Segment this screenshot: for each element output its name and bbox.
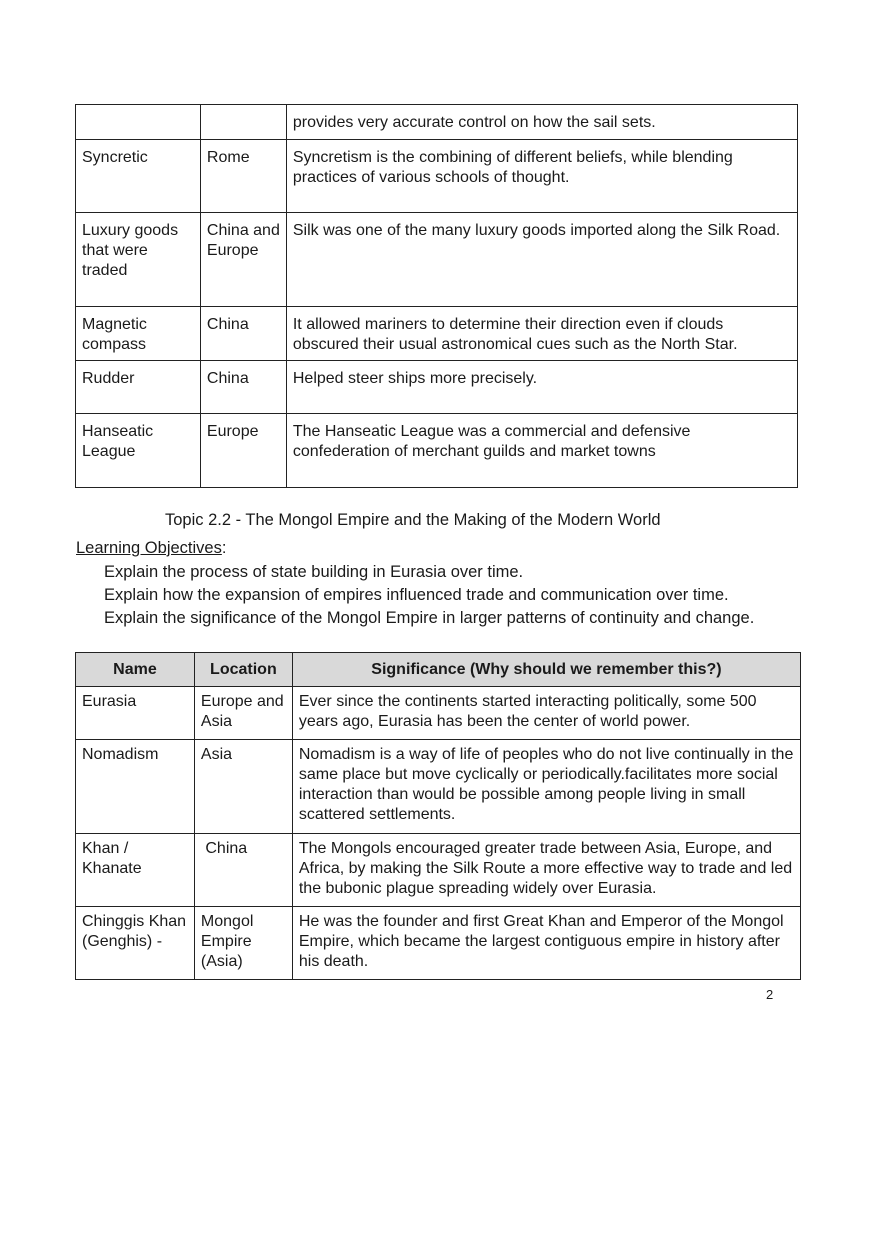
term-cell: Eurasia xyxy=(76,687,195,740)
significance-cell: provides very accurate control on how the sail sets. xyxy=(286,105,797,140)
significance-cell: The Hanseatic League was a commercial and defensive confederation of merchant guilds and market towns xyxy=(286,414,797,488)
header-significance: Significance (Why should we remember this?) xyxy=(292,653,800,687)
significance-cell: He was the founder and first Great Khan and Emperor of the Mongol Empire, which became the largest contiguous empire in history after his death. xyxy=(292,907,800,980)
topic-title: Topic 2.2 - The Mongol Empire and the Making of the Modern World xyxy=(165,511,661,529)
table-row xyxy=(76,361,798,414)
table-row xyxy=(76,907,801,980)
significance-cell: Silk was one of the many luxury goods imported along the Silk Road. xyxy=(286,213,797,307)
term-cell xyxy=(76,105,201,140)
trade-terms-table xyxy=(75,104,798,488)
header-name: Name xyxy=(76,653,195,687)
location-cell: Europe and Asia xyxy=(194,687,292,740)
location-cell: Asia xyxy=(194,740,292,834)
learning-objectives-heading xyxy=(76,538,226,558)
location-cell: China xyxy=(200,361,286,414)
learning-objectives-colon: : xyxy=(221,539,227,557)
learning-objective-item: Explain the significance of the Mongol Empire in larger patterns of continuity and change. xyxy=(104,609,755,627)
term-cell: Luxury goods that were traded xyxy=(76,213,201,307)
learning-objective-item: Explain the process of state building in Eurasia over time. xyxy=(104,563,524,581)
table-header-row xyxy=(76,653,801,687)
table-row xyxy=(76,307,798,361)
location-cell: Mongol Empire (Asia) xyxy=(194,907,292,980)
table-row xyxy=(76,687,801,740)
term-cell: Khan / Khanate xyxy=(76,834,195,907)
term-cell: Nomadism xyxy=(76,740,195,834)
significance-cell: It allowed mariners to determine their direction even if clouds obscured their usual astronomical cues such as the North Star. xyxy=(286,307,797,361)
significance-cell: The Mongols encouraged greater trade between Asia, Europe, and Africa, by making the Silk Route a more effective way to trade and led the bubonic plague spreading widely over Eurasia. xyxy=(292,834,800,907)
significance-cell: Helped steer ships more precisely. xyxy=(286,361,797,414)
location-cell xyxy=(200,105,286,140)
significance-cell: Ever since the continents started interacting politically, some 500 years ago, Eurasia has been the center of world power. xyxy=(292,687,800,740)
significance-cell: Nomadism is a way of life of peoples who do not live continually in the same place but move cyclically or periodically.facilitates more social interaction than would be possible among people living in small scattered settlements. xyxy=(292,740,800,834)
location-cell: Europe xyxy=(200,414,286,488)
significance-cell: Syncretism is the combining of different beliefs, while blending practices of various schools of thought. xyxy=(286,140,797,213)
location-cell: China xyxy=(200,307,286,361)
table-row xyxy=(76,213,798,307)
term-cell: Rudder xyxy=(76,361,201,414)
term-cell: Magnetic compass xyxy=(76,307,201,361)
location-cell: China and Europe xyxy=(200,213,286,307)
table-row xyxy=(76,740,801,834)
location-cell: Rome xyxy=(200,140,286,213)
term-cell: Syncretic xyxy=(76,140,201,213)
learning-objectives-label: Learning Objectives xyxy=(76,539,222,557)
page-number: 2 xyxy=(766,987,774,1002)
location-cell: China xyxy=(194,834,292,907)
header-location: Location xyxy=(194,653,292,687)
table-row xyxy=(76,414,798,488)
table-row xyxy=(76,140,798,213)
table-row xyxy=(76,834,801,907)
learning-objectives-list xyxy=(104,561,784,630)
mongol-empire-table xyxy=(75,652,801,980)
term-cell: Chinggis Khan (Genghis) - xyxy=(76,907,195,980)
term-cell: Hanseatic League xyxy=(76,414,201,488)
learning-objective-item: Explain how the expansion of empires influenced trade and communication over time. xyxy=(104,586,729,604)
table-row xyxy=(76,105,798,140)
